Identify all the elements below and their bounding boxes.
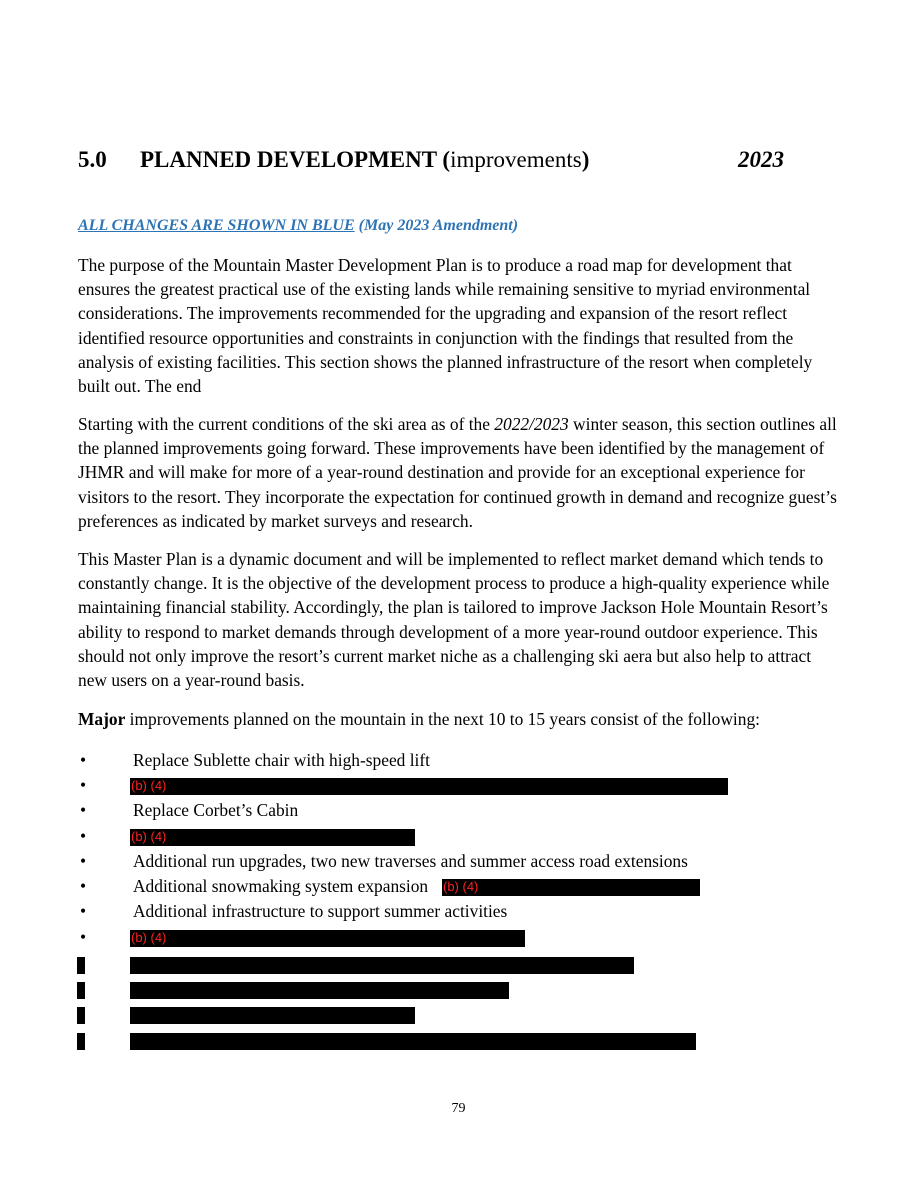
bullet-text: Additional run upgrades, two new traverses and summer access road extensions bbox=[133, 851, 688, 871]
bullet-text: Additional snowmaking system expansion bbox=[133, 876, 429, 896]
list-item bbox=[78, 798, 838, 822]
paragraph-dynamic-document: This Master Plan is a dynamic document and will be implemented to reflect market demand which tends to constantly change. It is the objective of the development process to produce a high-quality experience while maintaining financial stability. Accordingly, the plan is tailored to improve Jackson Hole Mountain Resort’s ability to respond to market demands through development of a more year-round outdoor experience. This should not only improve the resort’s current market niche as a challenging ski aera but also help to attract new users on a year-round basis. bbox=[78, 549, 830, 691]
redaction-label: (b) (4) bbox=[131, 778, 167, 793]
list-item bbox=[78, 773, 838, 797]
section-number: 5.0 bbox=[78, 147, 107, 172]
redaction-box bbox=[442, 879, 700, 896]
bullet-icon: • bbox=[79, 826, 87, 846]
bullet-icon: • bbox=[79, 800, 87, 820]
section-title-normal: improvements bbox=[450, 147, 582, 172]
redaction-box bbox=[130, 1007, 415, 1024]
bullet-text: Replace Sublette chair with high-speed lift bbox=[133, 750, 430, 770]
redaction-label: (b) (4) bbox=[443, 879, 479, 894]
bullet-icon: • bbox=[79, 750, 87, 770]
major-bold: Major bbox=[78, 709, 126, 729]
redaction-label: (b) (4) bbox=[131, 930, 167, 945]
paragraph-major-improvements bbox=[78, 707, 838, 731]
redaction-side-mark bbox=[77, 982, 85, 999]
redaction-box bbox=[130, 1033, 696, 1050]
redaction-box bbox=[130, 930, 525, 947]
section-title bbox=[140, 143, 589, 177]
list-item bbox=[78, 874, 838, 898]
bullet-icon: • bbox=[79, 927, 87, 947]
section-heading bbox=[78, 143, 798, 177]
list-item bbox=[78, 748, 838, 772]
redaction-box bbox=[130, 829, 415, 846]
redaction-label: (b) (4) bbox=[131, 829, 167, 844]
page-number: 79 bbox=[451, 1101, 466, 1116]
amendment-suffix: (May 2023 Amendment) bbox=[354, 217, 519, 234]
section-title-close: ) bbox=[581, 147, 590, 172]
bullet-icon: • bbox=[79, 876, 87, 896]
redaction-box bbox=[130, 982, 509, 999]
section-title-bold: PLANNED DEVELOPMENT ( bbox=[140, 147, 451, 172]
redaction-box bbox=[130, 778, 728, 795]
redaction-side-mark bbox=[77, 1007, 85, 1024]
bullet-text: Additional infrastructure to support summer activities bbox=[133, 901, 508, 921]
list-item bbox=[78, 824, 838, 848]
section-year: 2023 bbox=[738, 147, 784, 172]
bullet-text: Replace Corbet’s Cabin bbox=[133, 800, 299, 820]
bullet-icon: • bbox=[79, 901, 87, 921]
season-italic: 2022/2023 bbox=[494, 414, 569, 434]
paragraph-current-conditions-a: Starting with the current conditions of the ski area as of the bbox=[78, 414, 495, 434]
major-rest: improvements planned on the mountain in the next 10 to 15 years consist of the following: bbox=[125, 709, 760, 729]
paragraph-current-conditions-b: winter season, this section outlines all the planned improvements going forward. These improvements have been identified by the management of JHMR and will make for more of a year-round destination and provide for an exceptional experience for visitors to the resort. They incorporate the expectation for continued growth in demand and recognize guest’s preferences as indicated by market surveys and research. bbox=[78, 414, 837, 531]
bullet-icon: • bbox=[79, 851, 87, 871]
redaction-side-mark bbox=[77, 957, 85, 974]
amendment-note bbox=[78, 215, 518, 237]
bullet-icon: • bbox=[79, 775, 87, 795]
redaction-box bbox=[130, 957, 634, 974]
list-item bbox=[78, 925, 838, 949]
list-item bbox=[78, 849, 838, 873]
paragraph-current-conditions bbox=[78, 412, 838, 533]
amendment-link[interactable]: ALL CHANGES ARE SHOWN IN BLUE bbox=[78, 217, 355, 234]
list-item bbox=[78, 899, 838, 923]
redaction-side-mark bbox=[77, 1033, 85, 1050]
paragraph-purpose: The purpose of the Mountain Master Development Plan is to produce a road map for development that ensures the greatest practical use of the existing lands while remaining sensitive to myriad environmental considerations. The improvements recommended for the upgrading and expansion of the resort reflect identified resource opportunities and constraints in conjunction with the findings that resulted from the analysis of existing facilities. This section shows the planned infrastructure of the resort when completely built out. The end bbox=[78, 255, 813, 397]
